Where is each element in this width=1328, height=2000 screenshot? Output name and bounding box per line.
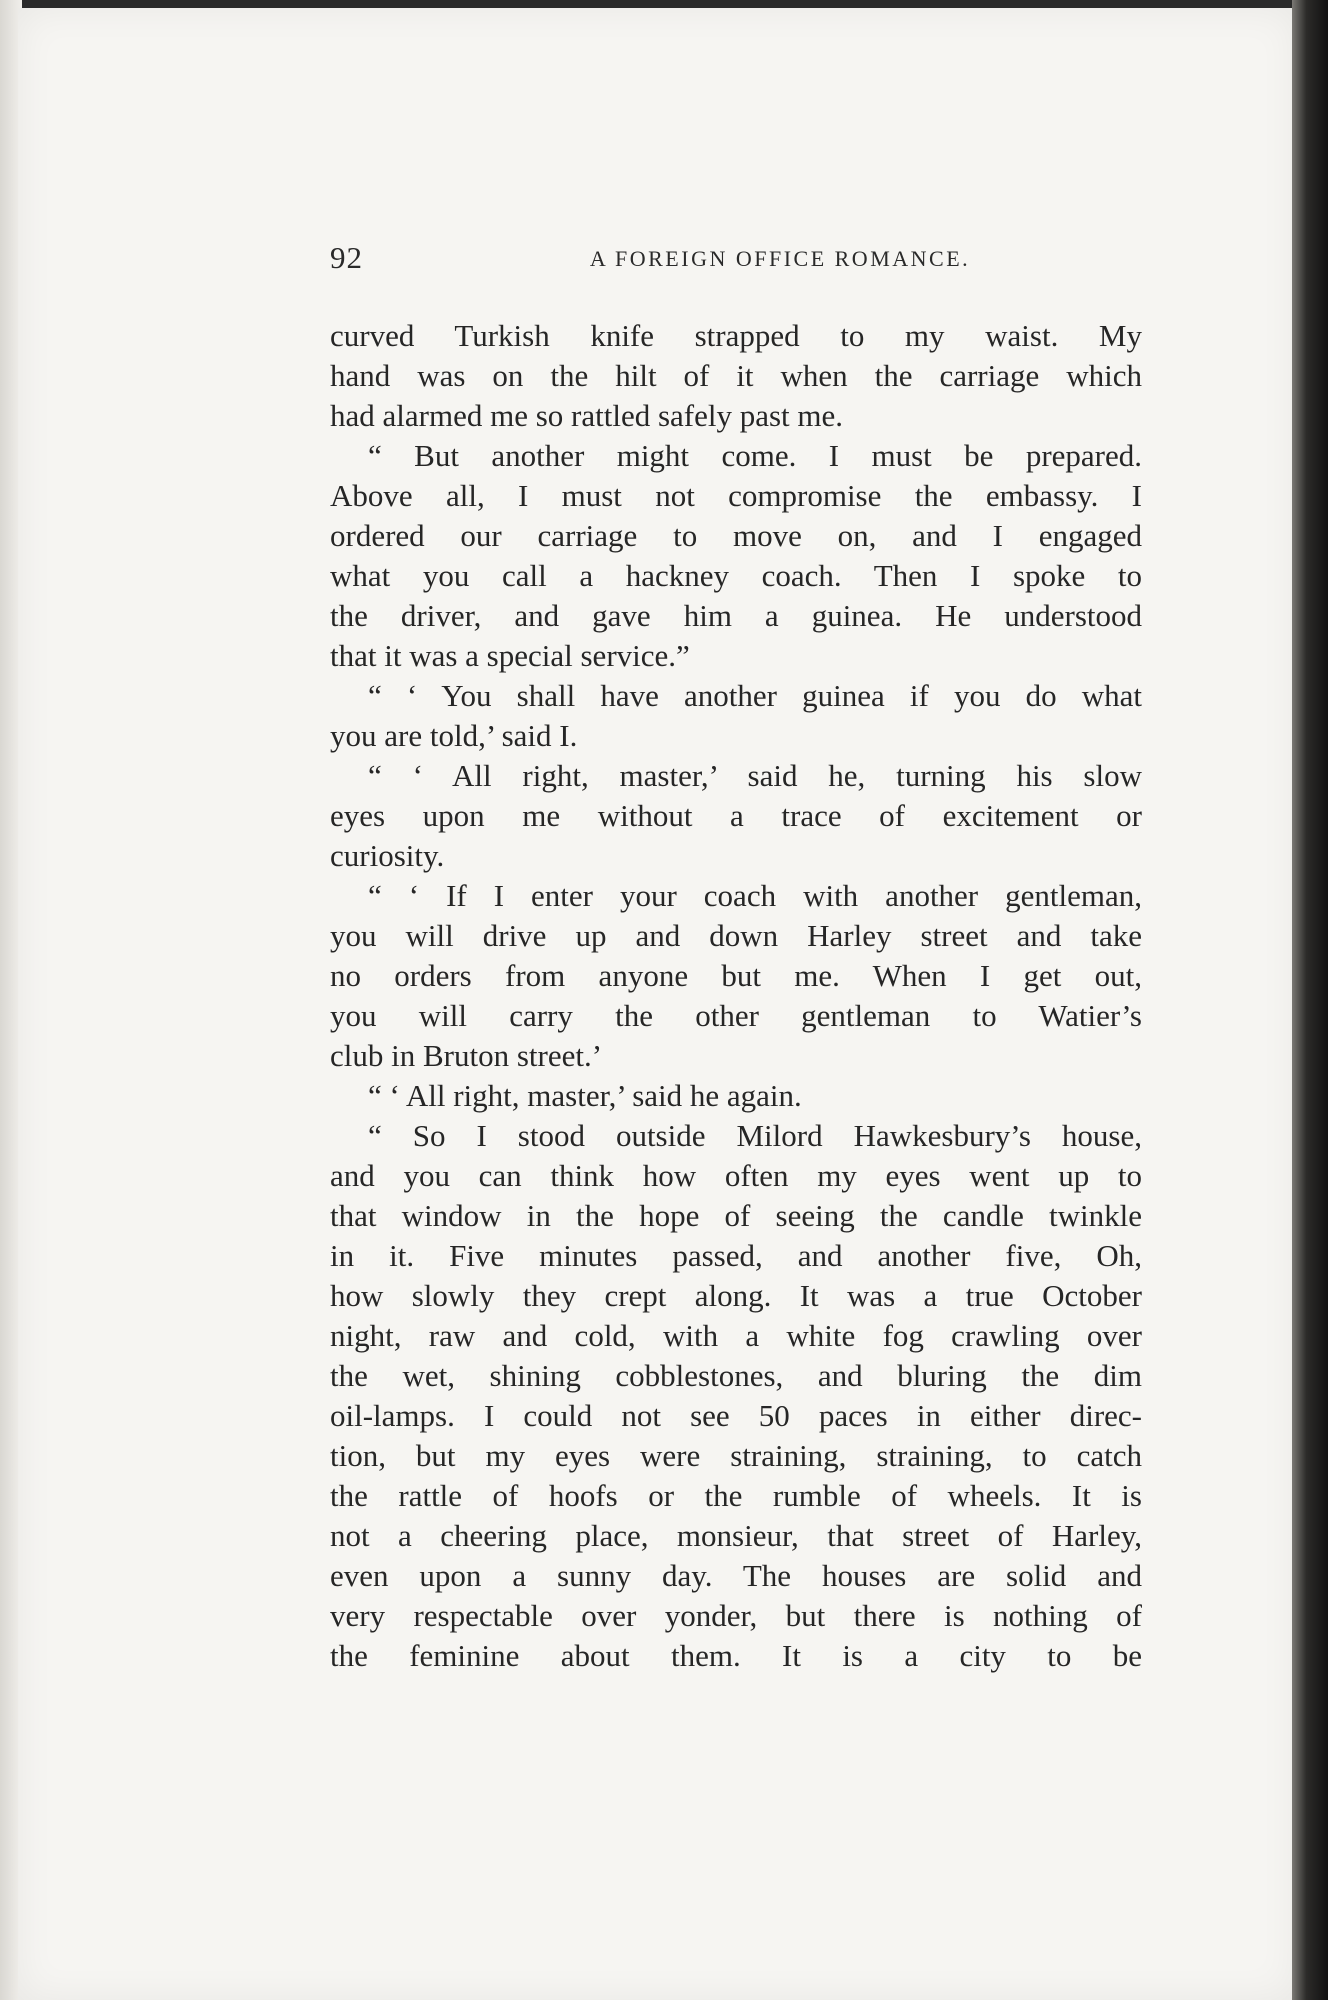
text-line: club in Bruton street.’ bbox=[330, 1038, 603, 1073]
book-binding-shadow bbox=[1292, 0, 1328, 2000]
text-line: oil-lamps. I could not see 50 paces in either direc- bbox=[330, 1398, 1142, 1433]
text-line: you will drive up and down Harley street and take bbox=[330, 918, 1142, 953]
text-line: “ ‘ You shall have another guinea if you do what bbox=[368, 678, 1142, 713]
body-text bbox=[330, 316, 1142, 1676]
text-line: curiosity. bbox=[330, 838, 445, 873]
text-line: “ ‘ If I enter your coach with another gentleman, bbox=[368, 878, 1142, 913]
text-line: “ ‘ All right, master,’ said he again. bbox=[368, 1078, 802, 1113]
text-line: hand was on the hilt of it when the carriage which bbox=[330, 358, 1142, 393]
text-line: how slowly they crept along. It was a true October bbox=[330, 1278, 1142, 1313]
page-header bbox=[330, 240, 1142, 280]
text-line: what you call a hackney coach. Then I spoke to bbox=[330, 558, 1142, 593]
text-line: “ But another might come. I must be prepared. bbox=[368, 438, 1142, 473]
text-line: “ So I stood outside Milord Hawkesbury’s house, bbox=[368, 1118, 1142, 1153]
page-number: 92 bbox=[330, 240, 363, 275]
text-line: you are told,’ said I. bbox=[330, 718, 578, 753]
text-line: “ ‘ All right, master,’ said he, turning his slow bbox=[368, 758, 1142, 793]
text-line: the feminine about them. It is a city to be bbox=[330, 1638, 1142, 1673]
running-head: A FOREIGN OFFICE ROMANCE. bbox=[589, 246, 971, 271]
text-line: not a cheering place, monsieur, that street of Harley, bbox=[330, 1518, 1142, 1553]
text-line: the driver, and gave him a guinea. He understood bbox=[330, 598, 1142, 633]
text-line: Above all, I must not compromise the embassy. I bbox=[330, 478, 1142, 513]
text-line: in it. Five minutes passed, and another five, Oh, bbox=[330, 1238, 1142, 1273]
text-line: eyes upon me without a trace of excitement or bbox=[330, 798, 1142, 833]
text-line: that window in the hope of seeing the candle twinkle bbox=[330, 1198, 1142, 1233]
text-line: the rattle of hoofs or the rumble of wheels. It is bbox=[330, 1478, 1142, 1513]
text-line: the wet, shining cobblestones, and bluring the dim bbox=[330, 1358, 1142, 1393]
text-line: even upon a sunny day. The houses are solid and bbox=[330, 1558, 1142, 1593]
text-line: tion, but my eyes were straining, straining, to catch bbox=[330, 1438, 1142, 1473]
text-line: that it was a special service.” bbox=[330, 638, 690, 673]
text-line: and you can think how often my eyes went up to bbox=[330, 1158, 1142, 1193]
text-line: had alarmed me so rattled safely past me. bbox=[330, 398, 844, 433]
text-line: curved Turkish knife strapped to my waist. My bbox=[330, 318, 1142, 353]
text-line: night, raw and cold, with a white fog crawling over bbox=[330, 1318, 1142, 1353]
text-line: no orders from anyone but me. When I get out, bbox=[330, 958, 1142, 993]
text-line: you will carry the other gentleman to Watier’s bbox=[330, 998, 1142, 1033]
text-line: ordered our carriage to move on, and I engaged bbox=[330, 518, 1142, 553]
text-line: very respectable over yonder, but there is nothing of bbox=[330, 1598, 1142, 1633]
